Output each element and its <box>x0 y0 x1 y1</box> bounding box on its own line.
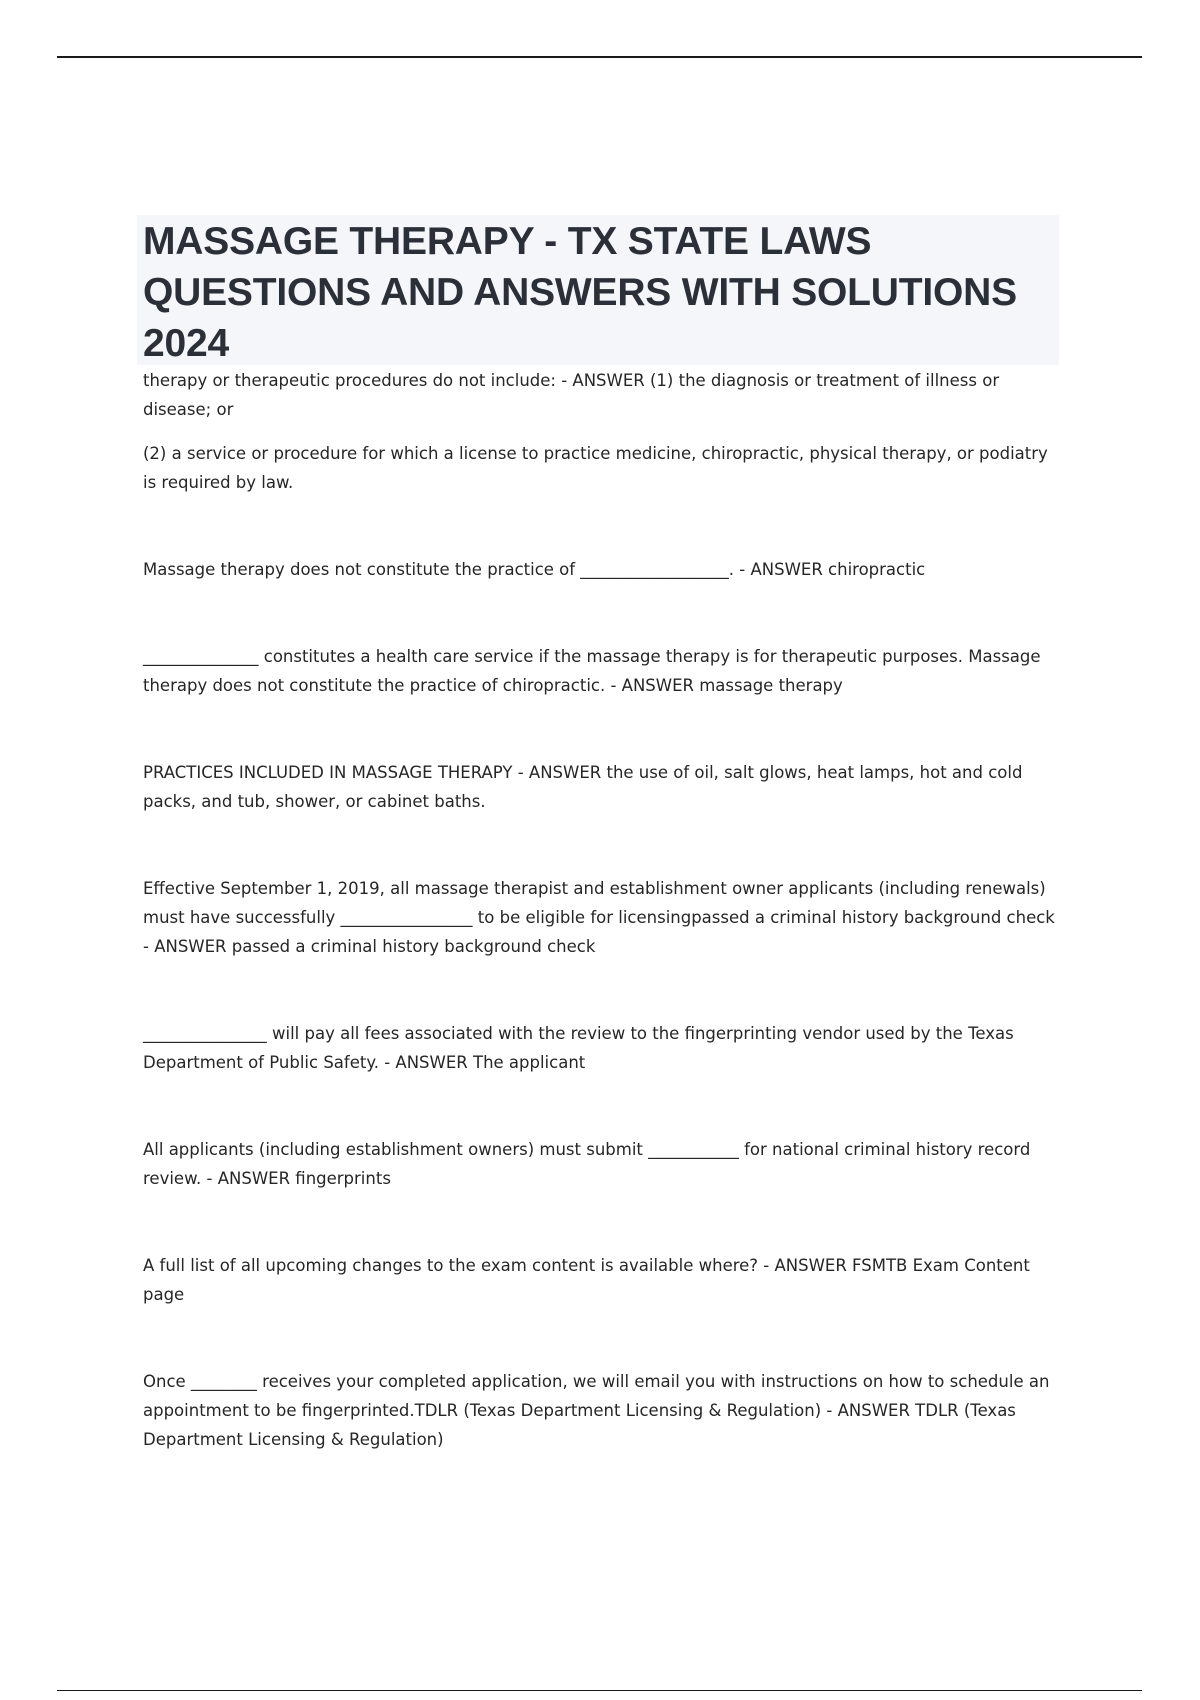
qa-paragraph: Massage therapy does not constitute the practice of __________________. - ANSWER chiropractic <box>143 560 926 579</box>
paragraph-spacer <box>143 424 1063 439</box>
bottom-divider <box>57 1690 1142 1691</box>
paragraph-spacer <box>143 497 1063 555</box>
document-body <box>143 366 1063 1454</box>
qa-paragraph: therapy or therapeutic procedures do not include: - ANSWER (1) the diagnosis or treatment of illness or disease; or <box>143 371 1000 419</box>
paragraph-spacer <box>143 1309 1063 1367</box>
qa-paragraph: All applicants (including establishment owners) must submit ___________ for national criminal history record review. - ANSWER fingerprints <box>143 1140 1031 1188</box>
document-title: MASSAGE THERAPY - TX STATE LAWS QUESTIONS AND ANSWERS WITH SOLUTIONS 2024 <box>143 220 1017 365</box>
qa-paragraph: Effective September 1, 2019, all massage therapist and establishment owner applicants (including renewals) must have successfully ________________ to be eligible for licensingpassed a criminal history background check - ANSWER passed a criminal history background check <box>143 879 1055 956</box>
paragraph-spacer <box>143 1077 1063 1135</box>
qa-paragraph: Once ________ receives your completed application, we will email you with instructions on how to schedule an appointment to be fingerprinted.TDLR (Texas Department Licensing & Regulation) - ANSWER TDLR (Texas Department Licensing & Regulation) <box>143 1372 1050 1449</box>
paragraph-spacer <box>143 816 1063 874</box>
qa-paragraph: _______________ will pay all fees associated with the review to the fingerprinting vendor used by the Texas Department of Public Safety. - ANSWER The applicant <box>143 1024 1014 1072</box>
top-divider <box>57 56 1142 58</box>
qa-paragraph: PRACTICES INCLUDED IN MASSAGE THERAPY - ANSWER the use of oil, salt glows, heat lamps, hot and cold packs, and tub, shower, or cabinet baths. <box>143 763 1023 811</box>
qa-paragraph: ______________ constitutes a health care service if the massage therapy is for therapeutic purposes. Massage therapy does not constitute the practice of chiropractic. - ANSWER massage therapy <box>143 647 1041 695</box>
paragraph-spacer <box>143 961 1063 1019</box>
paragraph-spacer <box>143 700 1063 758</box>
paragraph-spacer <box>143 584 1063 642</box>
qa-paragraph: (2) a service or procedure for which a license to practice medicine, chiropractic, physical therapy, or podiatry is required by law. <box>143 444 1048 492</box>
qa-paragraph: A full list of all upcoming changes to the exam content is available where? - ANSWER FSMTB Exam Content page <box>143 1256 1030 1304</box>
paragraph-spacer <box>143 1193 1063 1251</box>
